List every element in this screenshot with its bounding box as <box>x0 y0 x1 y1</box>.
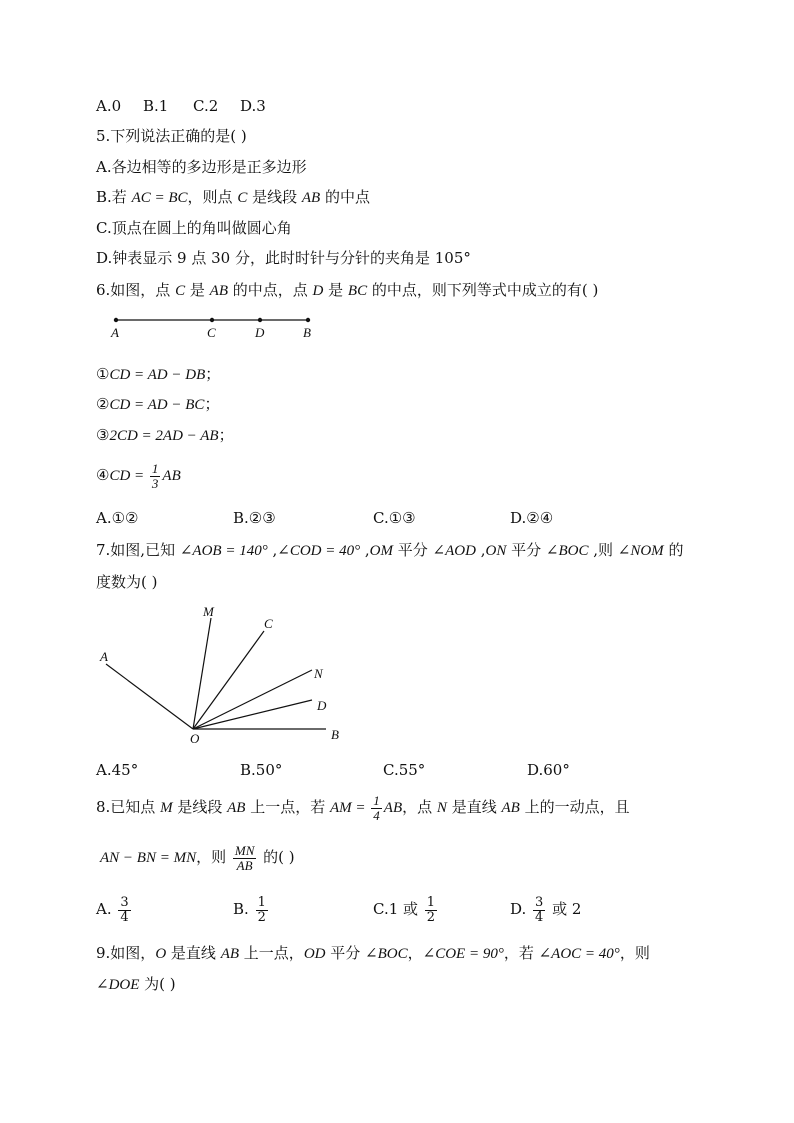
numerator: 3 <box>535 894 544 910</box>
label-b: B <box>303 325 311 340</box>
q9-stem-line2 <box>96 974 176 995</box>
denominator: 3 <box>151 475 159 491</box>
math: AB <box>209 283 228 299</box>
q6-option-d: D.②④ <box>510 509 554 527</box>
fraction <box>425 896 437 925</box>
mark: ② <box>96 395 110 413</box>
q7-option-c: C.55° <box>383 761 426 779</box>
label-d: D <box>317 698 327 713</box>
math: C <box>237 190 248 206</box>
math: ∠BOC <box>545 543 589 559</box>
math: ∠NOM <box>617 543 664 559</box>
text: 或 2 <box>547 900 582 918</box>
math: OM <box>369 543 393 559</box>
point-a <box>114 318 118 322</box>
q6-stem <box>96 280 598 301</box>
text: ， <box>407 944 423 962</box>
mark: ③ <box>96 426 110 444</box>
q7-stem-line2: 度数为( ) <box>96 573 158 591</box>
q4-option-d: D.3 <box>240 97 266 115</box>
q6-option-b: B.②③ <box>233 509 276 527</box>
fraction-one-quarter <box>371 794 382 823</box>
math: CD = AD − DB <box>109 367 206 383</box>
math: AC = BC <box>131 190 188 206</box>
text: ，点 <box>402 798 437 816</box>
text: ； <box>205 365 221 383</box>
math: ∠AOB = 140° <box>179 543 268 559</box>
numerator: 1 <box>257 894 266 910</box>
math: C <box>175 283 186 299</box>
math: 2CD = 2AD − AB <box>109 428 219 444</box>
math: AB <box>227 800 246 816</box>
fraction-mn-over-ab <box>233 844 257 873</box>
q6-option-c: C.①③ <box>373 509 416 527</box>
denominator: 4 <box>535 909 544 925</box>
q7-stem <box>96 540 683 561</box>
text: , <box>267 541 278 559</box>
math: CD = <box>109 468 148 484</box>
math: AN − BN = MN <box>100 850 197 866</box>
text: 是直线 <box>166 944 221 962</box>
fraction <box>256 896 268 925</box>
math: AB <box>162 468 181 484</box>
math: AB <box>501 800 520 816</box>
q5-option-c: C.顶点在圆上的角叫做圆心角 <box>96 219 292 237</box>
text: 是线段 <box>247 188 302 206</box>
text: 是 <box>323 281 348 299</box>
q8-option-b <box>233 892 270 926</box>
numerator: 3 <box>120 894 129 910</box>
text: B. <box>233 900 254 918</box>
text: 上的一动点，且 <box>519 798 630 816</box>
label-a: A <box>111 325 119 340</box>
math: M <box>160 800 173 816</box>
q5-option-a: A.各边相等的多边形是正多边形 <box>96 158 307 176</box>
numerator: 1 <box>373 792 380 808</box>
text: 的 <box>663 541 684 559</box>
text: ，则 <box>196 848 231 866</box>
math: N <box>436 800 447 816</box>
ray-on <box>193 670 312 729</box>
text: 9.如图， <box>96 944 156 962</box>
numerator: 1 <box>151 460 159 476</box>
text: 为( ) <box>139 975 176 993</box>
text: 的中点，点 <box>227 281 313 299</box>
q8-stem <box>96 790 630 825</box>
text: A. <box>96 900 117 918</box>
point-c <box>210 318 214 322</box>
q4-option-b: B.1 <box>143 97 169 115</box>
q6-statement-4 <box>96 458 181 493</box>
text: 的中点，则下列等式中成立的有( ) <box>367 281 599 299</box>
point-d <box>258 318 262 322</box>
text: 的( ) <box>258 848 295 866</box>
ray-om <box>193 618 211 729</box>
text: 是直线 <box>446 798 502 816</box>
q6-statement-3 <box>96 425 234 446</box>
numerator: MN <box>234 842 255 858</box>
text: 平分 <box>325 944 366 962</box>
text: , <box>360 541 370 559</box>
ray-oa <box>106 664 193 729</box>
text: ,则 <box>588 541 618 559</box>
math: O <box>155 946 167 962</box>
q7-option-d: D.60° <box>527 761 570 779</box>
math: ∠DOE <box>96 977 140 993</box>
math: AB <box>220 946 240 962</box>
label-a: A <box>100 649 108 664</box>
text: 平分 <box>506 541 546 559</box>
q8-stem-line2 <box>100 840 295 875</box>
math: AB <box>301 190 321 206</box>
text: ； <box>218 426 234 444</box>
text: 7.如图,已知 <box>96 541 180 559</box>
q9-stem <box>96 943 650 964</box>
denominator: 4 <box>373 807 380 823</box>
point-b <box>306 318 310 322</box>
text: 的中点 <box>320 188 370 206</box>
q6-option-a: A.①② <box>96 509 139 527</box>
denominator: 4 <box>120 909 129 925</box>
label-n: N <box>314 666 323 681</box>
text: ，则 <box>619 944 650 962</box>
math: AB <box>383 800 403 816</box>
q4-option-c: C.2 <box>193 97 219 115</box>
text: D. <box>510 900 532 918</box>
math: D <box>312 283 324 299</box>
math: BC <box>347 283 368 299</box>
math: ∠COD = 40° <box>277 543 361 559</box>
math: CD = AD − BC <box>109 397 205 413</box>
q8-option-a <box>96 892 133 926</box>
fraction <box>533 896 545 925</box>
math: ∠BOC <box>365 946 408 962</box>
denominator: AB <box>236 857 253 873</box>
fraction <box>118 896 130 925</box>
q7-option-a: A.45° <box>96 761 139 779</box>
q7-option-b: B.50° <box>240 761 283 779</box>
q8-option-d <box>510 892 581 926</box>
text: ； <box>204 395 220 413</box>
label-b: B <box>331 727 339 742</box>
text: 上一点，若 <box>245 798 331 816</box>
text: 是线段 <box>172 798 228 816</box>
label-d: D <box>255 325 265 340</box>
math: AM = <box>330 800 370 816</box>
denominator: 2 <box>257 909 266 925</box>
text: ，则点 <box>187 188 238 206</box>
q7-angle-figure <box>96 598 356 753</box>
q5-stem: 5.下列说法正确的是( ) <box>96 127 247 145</box>
q5-option-d: D.钟表显示 9 点 30 分，此时时针与分针的夹角是 105° <box>96 249 471 267</box>
text: , <box>475 541 486 559</box>
math: ∠AOD <box>432 543 476 559</box>
math: ∠AOC = 40° <box>538 946 620 962</box>
text: 6.如图，点 <box>96 281 176 299</box>
q5-option-b <box>96 187 370 208</box>
text: B.若 <box>96 188 132 206</box>
text: 上一点， <box>239 944 304 962</box>
math: ∠COE = 90° <box>422 946 504 962</box>
numerator: 1 <box>426 894 436 910</box>
text: 平分 <box>393 541 433 559</box>
fraction-one-third <box>150 462 161 491</box>
q6-statement-1 <box>96 364 220 385</box>
math: OD <box>303 946 326 962</box>
mark: ① <box>96 365 110 383</box>
q4-option-a: A.0 <box>96 97 122 115</box>
q6-segment-figure <box>100 310 330 345</box>
label-o: O <box>190 731 200 746</box>
text: C.1 或 <box>373 900 423 918</box>
label-c: C <box>264 616 273 631</box>
text: 8.已知点 <box>96 798 161 816</box>
math: ON <box>485 543 507 559</box>
q6-statement-2 <box>96 394 219 415</box>
text: 是 <box>185 281 210 299</box>
label-c: C <box>207 325 216 340</box>
denominator: 2 <box>426 909 436 925</box>
mark: ④ <box>96 466 110 484</box>
q8-option-c <box>373 892 439 926</box>
text: ，若 <box>503 944 539 962</box>
label-m: M <box>203 604 214 619</box>
